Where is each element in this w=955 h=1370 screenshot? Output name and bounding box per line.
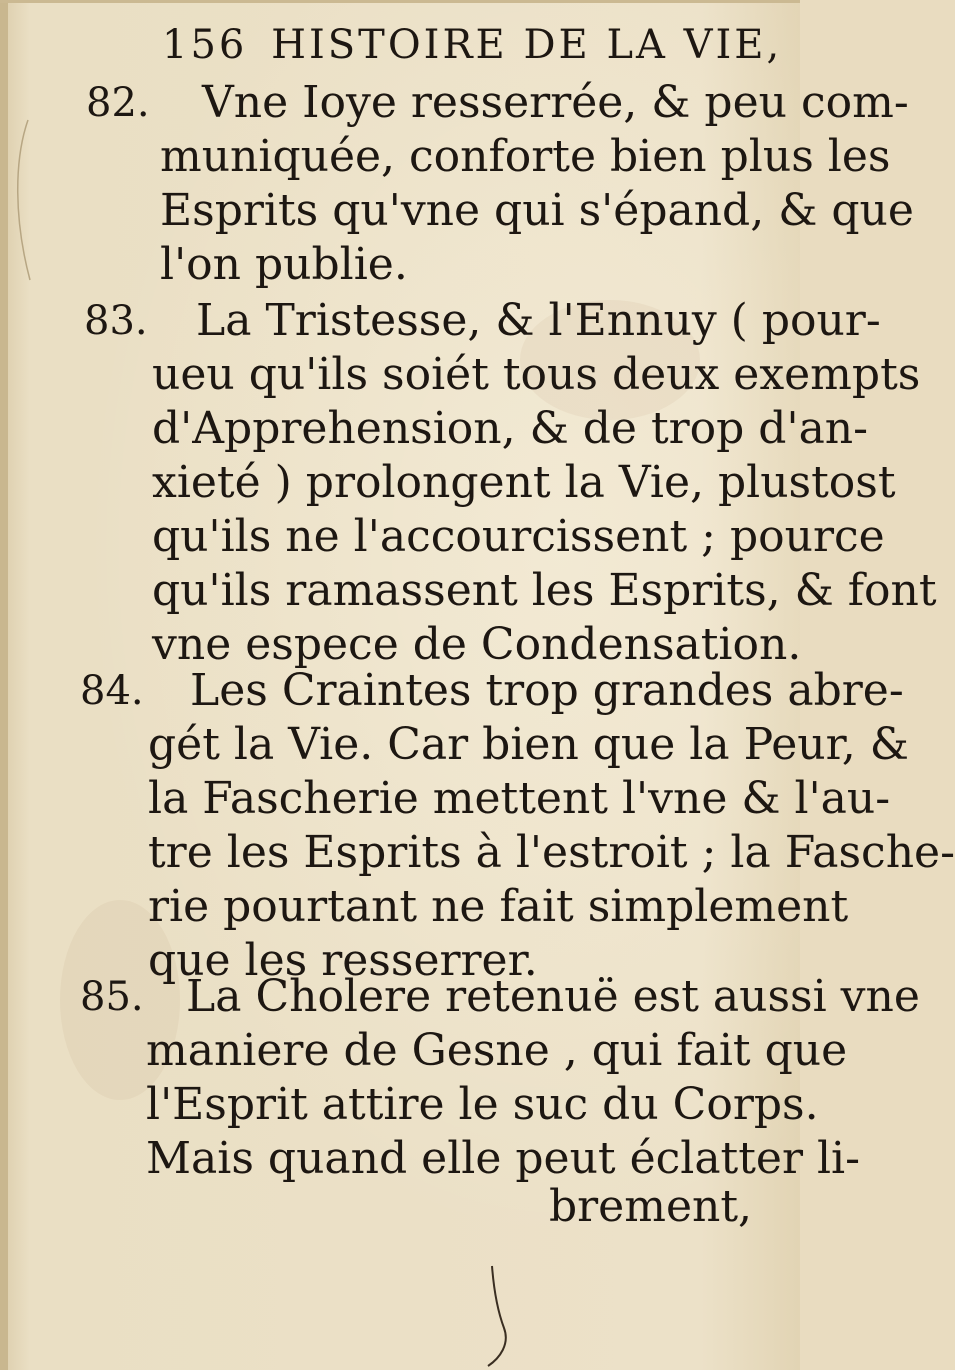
text-line: La Tristesse, & l'Ennuy ( pour- [196,295,881,346]
text-line: xieté ) prolongent la Vie, plustost [152,457,896,508]
text-line: gét la Vie. Car bien que la Peur, & [148,719,909,770]
text-line: Les Craintes trop grandes abre- [190,665,904,716]
page-number: 156 [162,22,248,68]
text-line: d'Apprehension, & de trop d'an- [152,403,869,454]
text-line: La Cholere retenuë est aussi vne [186,971,920,1022]
text-line: ueu qu'ils soiét tous deux exempts [152,349,921,400]
text-line: maniere de Gesne , qui fait que [146,1025,848,1076]
text-line: qu'ils ramassent les Esprits, & font [152,565,937,616]
margin-scribble-mark [8,110,38,290]
text-line: muniquée, conforte bien plus les [160,131,891,182]
text-line: qu'ils ne l'accourcissent ; pource [152,511,885,562]
text-line: rie pourtant ne fait simplement [148,881,849,932]
text-line: Vne Ioye resserrée, & peu com- [202,77,909,128]
ink-flourish-mark [470,1262,530,1370]
page-top-edge [0,0,800,3]
paragraph-number: 84. [80,668,144,714]
text-line: que les resserrer. [148,935,538,986]
text-line: la Fascherie mettent l'vne & l'au- [148,773,891,824]
text-line: Esprits qu'vne qui s'épand, & que [160,185,914,236]
paragraph-number: 82. [86,80,150,126]
paragraph-number: 83. [84,298,148,344]
text-line: Mais quand elle peut éclatter li- [146,1133,860,1184]
paragraph-number: 85. [80,974,144,1020]
text-line: l'Esprit attire le suc du Corps. [146,1079,819,1130]
catchword: brement, [548,1181,752,1232]
page-edge-shadow [0,0,8,1370]
text-line: tre les Esprits à l'estroit ; la Fasche- [148,827,955,878]
text-line: vne espece de Condensation. [152,619,802,670]
running-title: HISTOIRE DE LA VIE, [271,22,783,68]
running-header [162,22,783,72]
text-line: l'on publie. [160,239,408,290]
